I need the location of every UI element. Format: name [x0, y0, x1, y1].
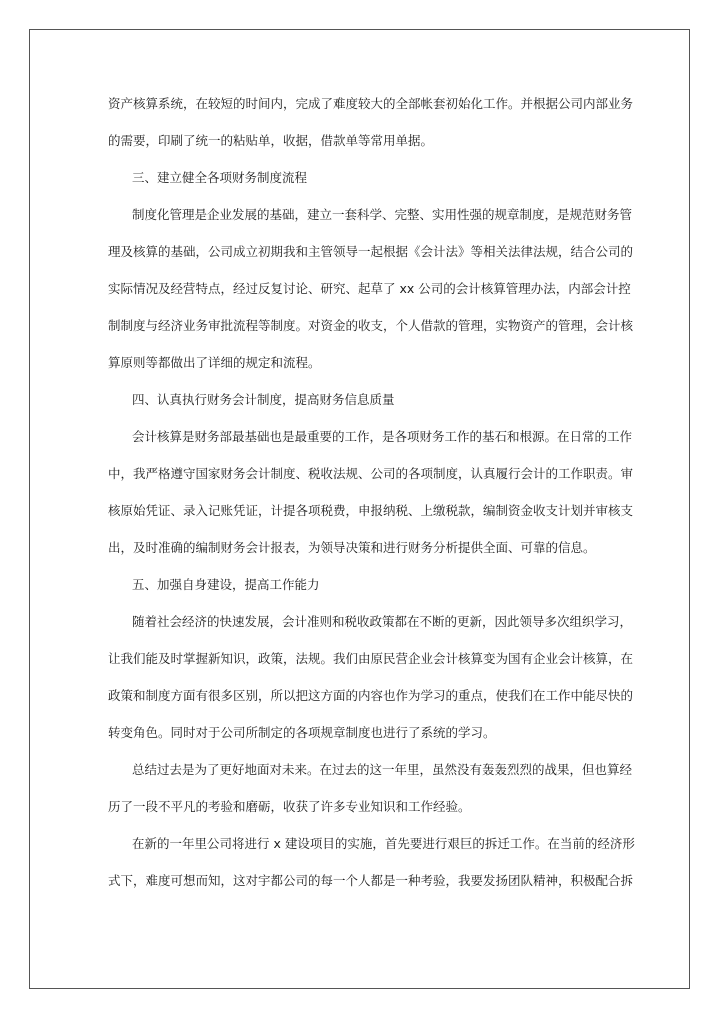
paragraph-line: 理及核算的基础，公司成立初期我和主管领导一起根据《会计法》等相关法律法规，结合公司的: [108, 244, 634, 259]
paragraph-line: 历了一段不平凡的考验和磨砺，收获了许多专业知识和工作经验。: [108, 799, 471, 814]
paragraph-line: 资产核算系统，在较短的时间内，完成了难度较大的全部帐套初始化工作。并根据公司内部业务: [108, 96, 634, 111]
paragraph-line: 制度化管理是企业发展的基础，建立一套科学、完整、实用性强的规章制度，是规范财务管: [132, 207, 633, 222]
paragraph-line: 算原则等都做出了详细的规定和流程。: [108, 355, 321, 370]
paragraph-line: 制制度与经济业务审批流程等制度。对资金的收支，个人借款的管理，实物资产的管理，会计核: [108, 318, 634, 333]
section-heading: 三、建立健全各项财务制度流程: [132, 170, 308, 185]
paragraph-line: 总结过去是为了更好地面对未来。在过去的这一年里，虽然没有轰轰烈烈的战果，但也算经: [132, 762, 633, 777]
document-body: [108, 92, 635, 906]
paragraph-line: 随着社会经济的快速发展，会计准则和税收政策都在不断的更新，因此领导多次组织学习，: [132, 614, 633, 629]
paragraph-line: 政策和制度方面有很多区别，所以把这方面的内容也作为学习的重点，使我们在工作中能尽快的: [108, 688, 634, 703]
paragraph-line: 出，及时准确的编制财务会计报表，为领导决策和进行财务分析提供全面、可靠的信息。: [108, 540, 596, 555]
paragraph-line: 式下，难度可想而知，这对宇都公司的每一个人都是一种考验，我要发扬团队精神，积极配合拆: [108, 873, 634, 888]
paragraph-line: 转变角色。同时对于公司所制定的各项规章制度也进行了系统的学习。: [108, 725, 496, 740]
section-heading: 四、认真执行财务会计制度，提高财务信息质量: [132, 392, 395, 407]
paragraph-line: 实际情况及经营特点，经过反复讨论、研究、起草了 xx 公司的会计核算管理办法，内部会计控: [108, 281, 631, 296]
paragraph-line: 中，我严格遵守国家财务会计制度、税收法规、公司的各项制度，认真履行会计的工作职责。审: [108, 466, 634, 481]
paragraph-line: 会计核算是财务部最基础也是最重要的工作，是各项财务工作的基石和根源。在日常的工作: [132, 429, 633, 444]
paragraph-line: 在新的一年里公司将进行 x 建设项目的实施，首先要进行艰巨的拆迁工作。在当前的经济形: [132, 836, 635, 851]
paragraph-line: 的需要，印刷了统一的粘贴单，收据，借款单等常用单据。: [108, 133, 434, 148]
paragraph-line: 核原始凭证、录入记账凭证，计提各项税费，申报纳税、上缴税款，编制资金收支计划并审核支: [108, 503, 634, 518]
section-heading: 五、加强自身建设，提高工作能力: [132, 577, 320, 592]
paragraph-line: 让我们能及时掌握新知识，政策，法规。我们由原民营企业会计核算变为国有企业会计核算，在: [108, 651, 634, 666]
